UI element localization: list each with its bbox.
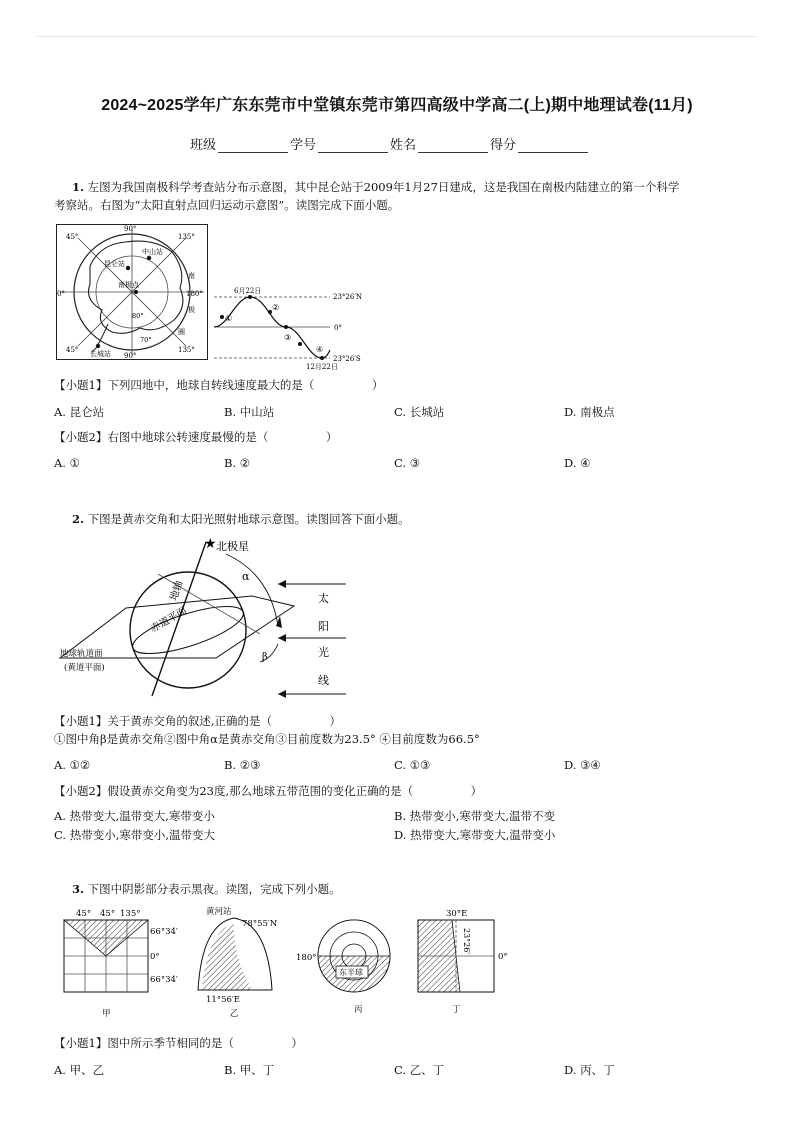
svg-text:长城站: 长城站 [90,350,111,358]
svg-text:45°: 45° [100,909,116,919]
svg-text:太: 太 [318,592,329,605]
svg-text:赤道平面: 赤道平面 [148,605,189,636]
q1-antarctica-map [56,224,208,360]
svg-text:180°: 180° [296,953,317,963]
q2-sub2-stem: 【小题2】假设黄赤交角变为23度,那么地球五带范围的变化正确的是（ ） [54,784,483,798]
svg-text:黄河站: 黄河站 [206,907,232,917]
page-title: 2024~2025学年广东东莞市中堂镇东莞市第四高级中学高二(上)期中地理试卷(11月) [101,97,693,114]
option-b[interactable]: B. ② [224,456,251,470]
name-field[interactable]: 姓名 [390,134,490,153]
q2-number: 2. [72,512,85,526]
svg-text:(黄道平面): (黄道平面) [64,663,105,673]
option-c[interactable]: C. 长城站 [394,405,445,419]
q3-stem: 3. 下图中阴影部分表示黑夜。读图，完成下列小题。 [72,882,341,896]
svg-text:66°34′: 66°34′ [150,975,178,985]
svg-text:90°: 90° [124,352,137,360]
q3-sub1-options [54,1062,744,1078]
svg-text:135°: 135° [178,346,195,354]
q2-sub1-stem: 【小题1】关于黄赤交角的叙述,正确的是（ ） ①图中角β是黄赤交角②图中角α是黄赤交角③目前度数为23.5° ④目前度数为66.5° [54,714,480,746]
svg-text:光: 光 [318,646,329,659]
svg-text:东半球: 东半球 [339,968,363,977]
svg-text:昆仑站: 昆仑站 [104,260,125,268]
polaris-star-icon: ★ [204,536,217,552]
q1-sun-migration-diagram [208,284,368,372]
option-c[interactable]: C. ③ [394,456,421,470]
svg-text:45°: 45° [76,909,92,919]
svg-text:23°26′: 23°26′ [462,928,471,955]
figure-jia [64,909,178,1019]
q2-obliquity-diagram [56,534,362,706]
figure-bing [296,920,390,1015]
option-c[interactable]: C. ①③ [394,758,431,772]
svg-text:极: 极 [188,306,195,314]
svg-text:30°E: 30°E [446,909,468,919]
svg-text:66°34′: 66°34′ [150,927,178,937]
svg-text:线: 线 [318,674,329,687]
kunlun-station-marker [126,266,130,270]
svg-text:180°: 180° [186,290,203,298]
svg-text:地球轨道面: 地球轨道面 [60,649,103,659]
q1-number: 1. [72,180,85,194]
svg-text:70°: 70° [140,336,152,344]
option-a[interactable]: A. 热带变大,温带变大,寒带变小 [54,809,215,823]
svg-text:β: β [262,652,268,663]
q1-sub1-options [54,404,744,420]
option-a[interactable]: A. ① [54,456,80,470]
svg-text:0°: 0° [498,952,508,962]
q3-figures [56,904,516,1020]
svg-text:0°: 0° [57,290,65,298]
svg-text:78°55′N: 78°55′N [242,919,278,929]
svg-text:甲: 甲 [102,1009,111,1019]
q3-number: 3. [72,882,85,896]
svg-text:90°: 90° [124,225,137,233]
option-b[interactable]: B. 热带变小,寒带变大,温带不变 [394,809,556,823]
svg-text:①: ① [225,314,233,323]
option-c[interactable]: C. 乙、丁 [394,1063,445,1077]
svg-text:12月22日: 12月22日 [306,363,338,371]
svg-text:南: 南 [188,272,195,280]
zhongshan-station-marker [147,256,151,260]
figure-ding [418,909,508,1015]
svg-text:45°: 45° [66,346,79,354]
svg-text:北极星: 北极星 [216,540,249,553]
svg-text:②: ② [272,303,280,312]
svg-text:④: ④ [316,345,324,354]
svg-text:135°: 135° [120,909,141,919]
option-d[interactable]: D. 南极点 [564,405,615,419]
svg-text:③: ③ [284,333,292,342]
svg-text:中山站: 中山站 [142,248,163,256]
option-d[interactable]: D. 丙、丁 [564,1063,615,1077]
figure-yi [198,906,278,1019]
option-b[interactable]: B. 甲、丁 [224,1063,275,1077]
svg-text:α: α [242,570,250,583]
q1-stem: 1. 左图为我国南极科学考查站分布示意图，其中昆仑站于2009年1月27日建成，这是我国在南极内陆建立的第一个科学 考察站。右图为“太阳直射点回归运动示意图”。读图完成下面小题。 [54,180,680,212]
svg-text:23°26′S: 23°26′S [333,355,361,363]
q2-sub2-options [54,808,744,843]
svg-text:6月22日: 6月22日 [234,287,262,295]
svg-text:11°56′E: 11°56′E [206,995,241,1005]
svg-text:80°: 80° [132,312,144,320]
option-d[interactable]: D. ③④ [564,758,601,772]
student-info-fields [190,134,590,153]
svg-text:乙: 乙 [230,1009,239,1019]
svg-text:0°: 0° [150,952,160,962]
svg-text:丁: 丁 [452,1005,461,1015]
south-pole-marker [134,290,138,294]
top-divider [36,36,758,37]
svg-text:圈: 圈 [178,328,185,336]
option-b[interactable]: B. 中山站 [224,405,275,419]
svg-text:地轴: 地轴 [168,579,186,603]
q3-sub1-stem: 【小题1】图中所示季节相同的是（ ） [54,1036,303,1050]
q1-sub1-stem: 【小题1】下列四地中，地球自转线速度最大的是（ ） [54,378,384,392]
svg-text:23°26′N: 23°26′N [333,293,363,301]
option-d[interactable]: D. ④ [564,456,591,470]
option-c[interactable]: C. 热带变小,寒带变小,温带变大 [54,828,216,842]
svg-text:135°: 135° [178,233,195,241]
q2-stem: 2. 下图是黄赤交角和太阳光照射地球示意图。读图回答下面小题。 [72,512,410,526]
q1-sub2-options [54,456,744,470]
option-a[interactable]: A. ①② [54,758,91,772]
q2-sub1-options [54,758,744,772]
changcheng-station-marker [96,344,100,348]
svg-text:丙: 丙 [354,1005,363,1015]
svg-text:阳: 阳 [318,620,329,633]
score-field[interactable]: 得分 [490,134,590,153]
class-field[interactable]: 班级 [190,134,290,153]
svg-text:0°: 0° [334,324,342,332]
svg-text:45°: 45° [66,233,79,241]
option-d[interactable]: D. 热带变大,寒带变大,温带变小 [394,828,556,842]
option-b[interactable]: B. ②③ [224,758,261,772]
option-a[interactable]: A. 昆仑站 [54,405,105,419]
option-a[interactable]: A. 甲、乙 [54,1063,105,1077]
student-id-field[interactable]: 学号 [290,134,390,153]
svg-text:南极点: 南极点 [118,281,139,289]
q1-sub2-stem: 【小题2】右图中地球公转速度最慢的是（ ） [54,430,338,444]
